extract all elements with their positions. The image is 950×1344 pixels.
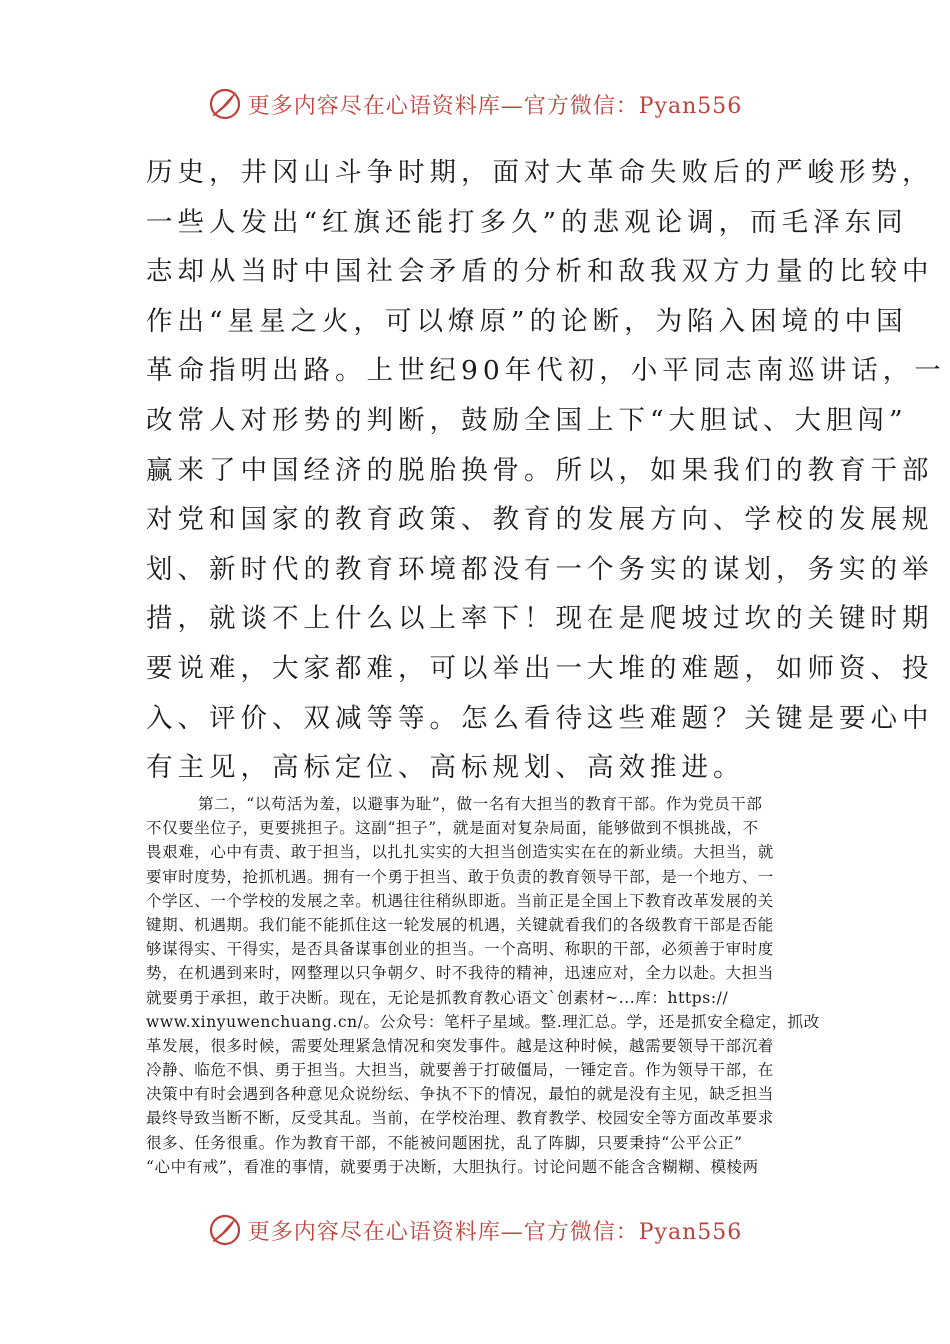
large-paragraph-line: 有主见，高标定位、高标规划、高效推进。	[146, 752, 745, 784]
footer-brand-text: 更多内容尽在心语资料库—官方微信：Pyan556	[247, 1219, 743, 1245]
large-paragraph-line: 改常人对形势的判断，鼓励全国上下“大胆试、大胆闯”	[146, 404, 908, 436]
large-paragraph	[146, 148, 946, 793]
large-paragraph-line: 措，就谈不上什么以上率下！现在是爬坡过坎的关键时期	[146, 603, 934, 635]
large-paragraph-line: 入、评价、双减等等。怎么看待这些难题？关键是要心中	[146, 702, 934, 734]
large-paragraph-line: 历史，井冈山斗争时期，面对大革命失败后的严峻形势，	[146, 157, 934, 188]
footer-banner	[0, 1210, 950, 1250]
large-paragraph-line: 志却从当时中国社会矛盾的分析和敌我双方力量的比较中	[146, 256, 934, 288]
small-paragraph-line: “心中有戒”，看准的事情，就要勇于决断，大胆执行。讨论问题不能含含糊糊、模棱两	[146, 1157, 759, 1176]
small-paragraph-line: 革发展，很多时候，需要处理紧急情况和突发事件。越是这种时候，越需要领导干部沉着	[146, 1036, 774, 1055]
small-paragraph-line: 势，在机遇到来时，网整理以只争朝夕、时不我待的精神，迅速应对，全力以赴。大担当	[146, 964, 774, 983]
small-paragraph	[146, 792, 820, 1179]
small-paragraph-line: 要审时度势，抢抓机遇。拥有一个勇于担当、敢于负责的教育领导干部，是一个地方、一	[146, 867, 774, 886]
large-paragraph-line: 一些人发出“红旗还能打多久”的悲观论调，而毛泽东同	[146, 206, 908, 238]
header-banner	[0, 84, 950, 124]
small-paragraph-line: 键期、机遇期。我们能不能抓住这一轮发展的机遇，关键就看我们的各级教育干部是否能	[146, 915, 774, 934]
small-paragraph-line: 不仅要坐位子，更要挑担子。这副“担子”，就是面对复杂局面，能够做到不惧挑战，不	[146, 819, 759, 838]
large-paragraph-line: 对党和国家的教育政策、教育的发展方向、学校的发展规	[146, 504, 934, 536]
small-paragraph-line: 第二，“以苟活为羞，以避事为耻”，做一名有大担当的教育干部。作为党员干部	[198, 795, 763, 813]
small-paragraph-line: 畏艰难，心中有责、敢于担当，以扎扎实实的大担当创造实实在在的新业绩。大担当，就	[146, 843, 774, 862]
small-paragraph-line: 冷静、临危不惧、勇于担当。大担当，就要善于打破僵局，一锤定音。作为领导干部，在	[146, 1061, 774, 1080]
large-paragraph-line: 革命指明出路。上世纪90年代初，小平同志南巡讲话，一	[146, 355, 946, 387]
small-paragraph-line: www.xinyuwenchuang.cn/。公众号：笔杆子星域。整.理汇总。学，还是抓安全稳定，抓改	[146, 1012, 820, 1031]
large-paragraph-line: 划、新时代的教育环境都没有一个务实的谋划，务实的举	[146, 553, 934, 585]
small-paragraph-line: 就要勇于承担，敢于决断。现在，无论是抓教育教心语文`创素材~...库：https://	[146, 988, 729, 1007]
feather-pen-icon	[208, 1213, 242, 1247]
feather-pen-icon	[208, 87, 242, 121]
small-paragraph-line: 很多、任务很重。作为教育干部，不能被问题困扰，乱了阵脚，只要秉持“公平公正”	[146, 1133, 743, 1152]
small-paragraph-line: 最终导致当断不断，反受其乱。当前，在学校治理、教育教学、校园安全等方面改革要求	[146, 1109, 774, 1128]
large-paragraph-line: 作出“星星之火，可以燎原”的论断，为陷入困境的中国	[146, 305, 908, 337]
small-paragraph-line: 决策中有时会遇到各种意见众说纷纭、争执不下的情况，最怕的就是没有主见，缺乏担当	[146, 1085, 774, 1104]
small-paragraph-line: 够谋得实、干得实，是否具备谋事创业的担当。一个高明、称职的干部，必须善于审时度	[146, 940, 774, 959]
large-paragraph-line: 要说难，大家都难，可以举出一大堆的难题，如师资、投	[146, 652, 934, 684]
large-paragraph-line: 赢来了中国经济的脱胎换骨。所以，如果我们的教育干部	[146, 454, 934, 486]
header-brand-text: 更多内容尽在心语资料库—官方微信：Pyan556	[247, 93, 743, 119]
small-paragraph-line: 个学区、一个学校的发展之幸。机遇往往稍纵即逝。当前正是全国上下教育改革发展的关	[146, 891, 774, 910]
